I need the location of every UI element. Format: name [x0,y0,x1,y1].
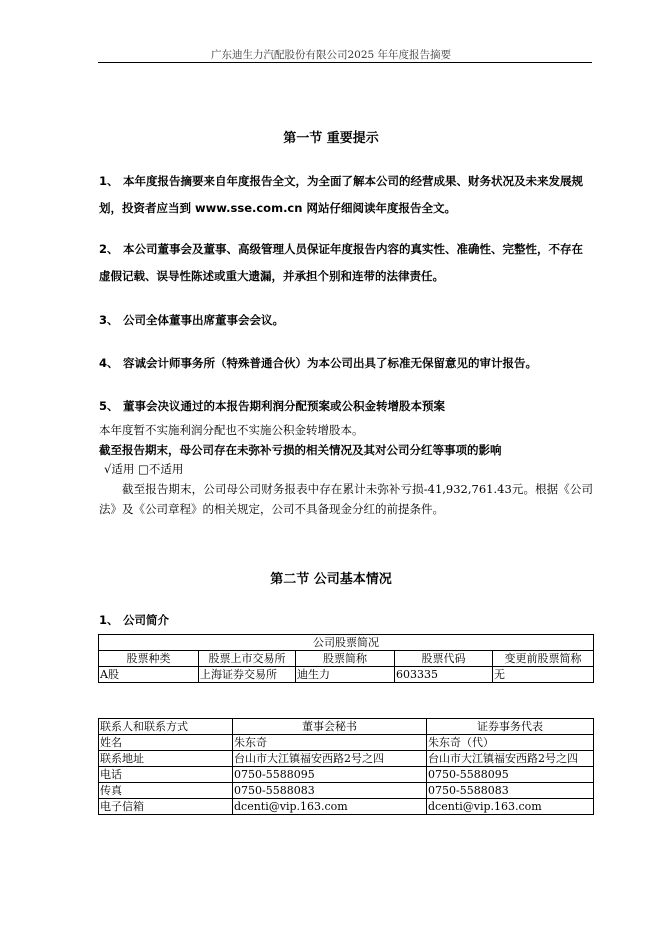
item-text-line2: 虚假记载、误导性陈述或重大遗漏，并承担个别和连带的法律责任。 [99,269,444,283]
table-cell: 朱东奇 [233,735,427,751]
table-header-cell: 变更前股票简称 [493,651,594,667]
table-header-cell: 股票简称 [296,651,395,667]
table-row [99,719,594,735]
table-row [99,751,594,767]
table-header-cell: 股票代码 [395,651,493,667]
company-profile-heading [99,607,593,634]
table-cell: 姓名 [99,735,233,751]
item-number: 4、 [99,356,119,370]
table-cell: 电子信箱 [99,799,233,815]
table-row [99,735,594,751]
notice-item-4 [99,350,593,377]
table-cell: 上海证券交易所 [199,667,296,683]
section1-title: 第一节 重要提示 [283,131,379,146]
item-number: 1、 [99,613,119,627]
stock-table-caption: 公司股票简况 [99,635,594,651]
header-divider [98,62,592,63]
no-distribution-text: 本年度暂不实施利润分配也不实施公积金转增股本。 [99,423,364,437]
table-cell: 传真 [99,783,233,799]
notice-item-5 [99,393,593,420]
table-cell: A股 [99,667,199,683]
table-header-cell: 联系人和联系方式 [99,719,233,735]
contact-info-table [98,718,594,815]
table-cell: 朱东奇（代） [427,735,594,751]
stock-info-table [98,634,594,683]
table-cell: 0750-5588095 [233,767,427,783]
table-row [99,651,594,667]
table-cell: 电话 [99,767,233,783]
item-text: 董事会决议通过的本报告期利润分配预案或公积金转增股本预案 [123,399,445,413]
table-row [99,667,594,683]
applicable-checkbox-line: √适用 □不适用 [104,462,184,476]
deficit-heading: 截至报告期末，母公司存在未弥补亏损的相关情况及其对公司分红等事项的影响 [99,443,502,457]
item-number: 3、 [99,313,119,327]
notice-item-1 [99,168,593,222]
page-header: 广东迪生力汽配股份有限公司2025 年年度报告摘要 [210,49,452,61]
table-cell: dcenti@vip.163.com [233,799,427,815]
deficit-paragraph: 截至报告期末，公司母公司财务报表中存在累计未弥补亏损-41,932,761.43元。根据《公司法》及《公司章程》的相关规定，公司不具备现金分红的前提条件。 [99,482,593,516]
item-number: 5、 [99,399,119,413]
table-header-cell: 股票上市交易所 [199,651,296,667]
table-header-cell: 股票种类 [99,651,199,667]
table-row [99,799,594,815]
table-cell: 联系地址 [99,751,233,767]
item-text: 容诚会计师事务所（特殊普通合伙）为本公司出具了标准无保留意见的审计报告。 [123,356,537,370]
table-row [99,783,594,799]
item-text-line1: 本公司董事会及董事、高级管理人员保证年度报告内容的真实性、准确性、完整性，不存在 [123,242,583,256]
item-number: 2、 [99,242,119,256]
table-cell: 台山市大江镇福安西路2号之四 [427,751,594,767]
notice-item-3 [99,307,593,334]
notice-item-2 [99,236,593,290]
table-cell: 迪生力 [296,667,395,683]
item-number: 1、 [99,174,119,188]
item-text-line1: 本年度报告摘要来自年度报告全文，为全面了解本公司的经营成果、财务状况及未来发展规 [123,174,583,188]
table-cell: dcenti@vip.163.com [427,799,594,815]
section2-title: 第二节 公司基本情况 [270,572,392,587]
table-row [99,635,594,651]
table-cell: 台山市大江镇福安西路2号之四 [233,751,427,767]
table-header-cell: 董事会秘书 [233,719,427,735]
table-cell: 603335 [395,667,493,683]
table-row [99,767,594,783]
item-text: 公司简介 [123,613,169,627]
table-cell: 0750-5588083 [233,783,427,799]
table-header-cell: 证券事务代表 [427,719,594,735]
table-cell: 0750-5588083 [427,783,594,799]
item-text: 公司全体董事出席董事会会议。 [123,313,284,327]
table-cell: 0750-5588095 [427,767,594,783]
table-cell: 无 [493,667,594,683]
item-text-line2: 划，投资者应当到 www.sse.com.cn 网站仔细阅读年度报告全文。 [99,201,456,215]
